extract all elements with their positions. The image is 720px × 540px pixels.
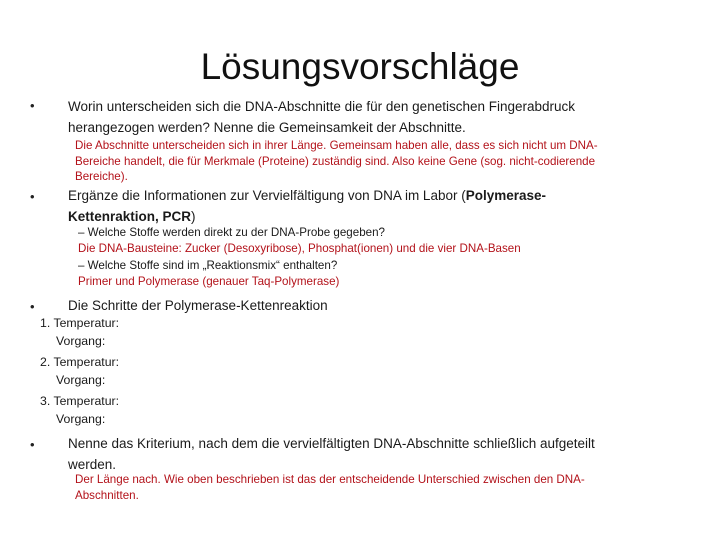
answer-4-line-2: Abschnitten. [75,488,139,502]
answer-1-line-2: Bereiche handelt, die für Merkmale (Proteine) zuständig sind. Also keine Gene (sog. nicht-codierende [75,154,596,168]
step-2-temperature: 2. Temperatur: [40,355,120,369]
step-3-vorgang: Vorgang: [56,411,106,426]
answer-1-line-1: Die Abschnitte unterscheiden sich in ihrer Länge. Gemeinsam haben alle, dass es sich nicht um DNA- [75,139,598,152]
question-4-line-2: werden. [68,457,117,472]
answer-1-line-3: Bereiche). [75,170,128,183]
question-4-line-1: Nenne das Kriterium, nach dem die vervielfältigten DNA-Abschnitte schließlich aufgeteilt [68,436,595,451]
answer-4 [75,472,715,503]
step-2-vorgang: Vorgang: [56,372,106,387]
question-2-bold-1: Polymerase- [465,188,547,203]
answer-4-line-1: Der Länge nach. Wie oben beschrieben ist das der entscheidende Unterschied zwischen den DNA- [75,473,585,486]
bullet-3: • [30,299,35,314]
answer-1 [75,138,715,185]
question-1 [68,96,708,138]
question-2-close: ) [191,209,196,224]
bullet-1: • [30,98,35,113]
subquestion-2: – Welche Stoffe sind im „Reaktionsmix“ enthalten? [78,259,338,272]
question-4 [68,433,713,475]
question-2-bold-2: Kettenraktion, PCR [68,209,192,224]
subquestion-1: – Welche Stoffe werden direkt zu der DNA-Probe gegeben? [78,226,385,239]
step-3 [40,393,119,428]
subanswer-2: Primer und Polymerase (genauer Taq-Polymerase) [78,275,340,288]
step-1-vorgang: Vorgang: [56,333,106,348]
question-2-text: Ergänze die Informationen zur Vervielfältigung von DNA im Labor ( [68,188,466,203]
step-1-temperature: 1. Temperatur: [40,316,120,330]
question-1-line-2: herangezogen werden? Nenne die Gemeinsamkeit der Abschnitte. [68,120,466,135]
bullet-2: • [30,189,35,204]
step-1 [40,315,119,350]
question-2-line-1 [68,185,708,206]
subanswer-1: Die DNA-Bausteine: Zucker (Desoxyribose), Phosphat(ionen) und die vier DNA-Basen [78,242,521,255]
question-2 [68,185,708,227]
question-2-line-2 [68,206,708,227]
question-3: Die Schritte der Polymerase-Kettenreaktion [68,298,328,313]
bullet-4: • [30,437,35,452]
question-1-line-1: Worin unterscheiden sich die DNA-Abschnitte die für den genetischen Fingerabdruck [68,99,576,114]
slide-title: Lösungsvorschläge [200,46,520,87]
step-3-temperature: 3. Temperatur: [40,394,120,408]
step-2 [40,354,119,389]
